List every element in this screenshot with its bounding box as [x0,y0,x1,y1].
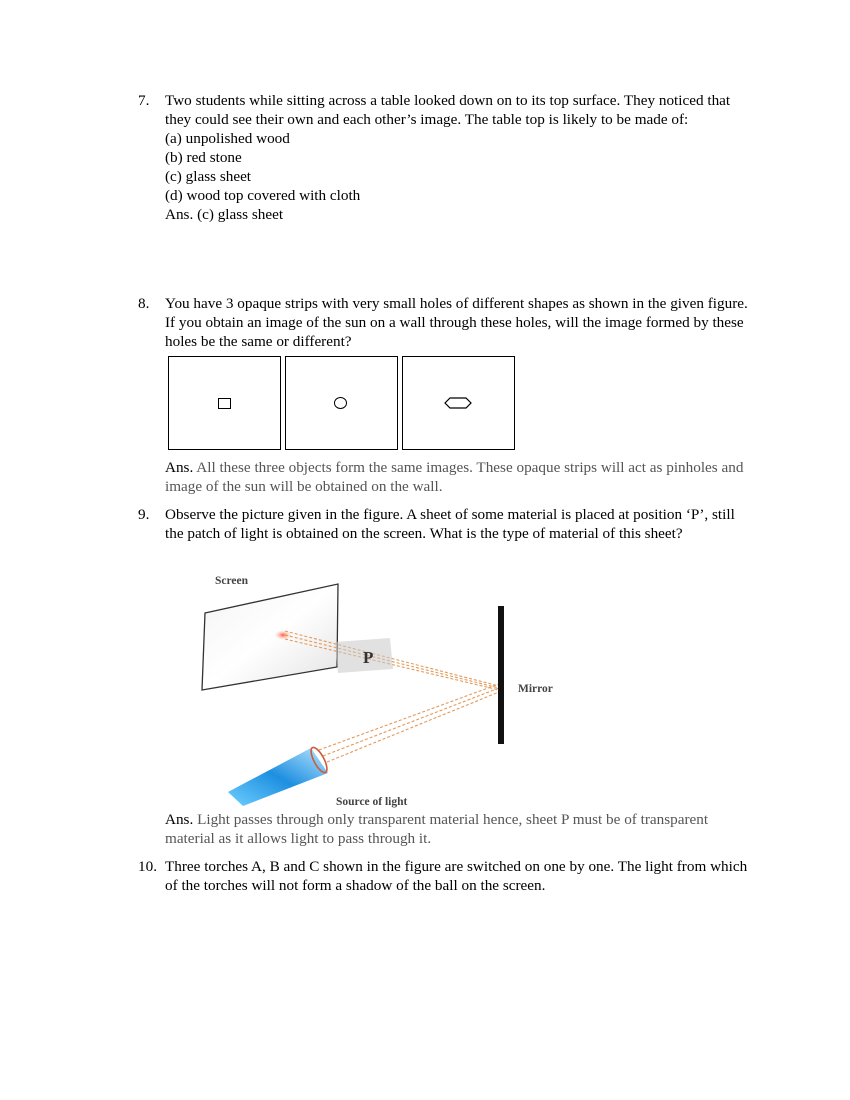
question-number: 10. [138,858,157,875]
source-label: Source of light [336,796,408,808]
light-beam-incident [319,684,499,762]
mirror-label: Mirror [518,683,553,695]
strip-hexagon-hole [402,356,515,450]
strip-square-hole [168,356,281,450]
mirror [498,606,504,744]
screen [202,584,338,690]
light-patch [274,630,292,640]
question-9-answer [138,810,750,848]
option-d: (d) wood top covered with cloth [165,187,361,204]
question-text: Observe the picture given in the figure. A sheet of some material is placed at position ‘P’, still the patch of light is obtained on the screen. What is the type of material of this sheet? [165,506,735,542]
question-text: You have 3 opaque strips with very small holes of different shapes as shown in the given figure. If you obtain an image of the sun on a wall through these holes, will the image formed by these holes be the same or different? [165,295,748,350]
strip-circle-hole [285,356,398,450]
question-8 [138,294,750,351]
circle-icon [334,397,347,409]
answer-label: Ans. [165,811,194,828]
option-a: (a) unpolished wood [165,130,290,147]
question-number: 8. [138,295,150,312]
square-icon [218,398,231,409]
screen-label: Screen [215,575,249,587]
hexagon-icon [444,396,474,410]
sheet-p-label: P [363,648,374,667]
answer-text: All these three objects form the same images. These opaque strips will act as pinholes and image of the sun will be obtained on the wall. [165,459,744,495]
answer: Ans. (c) glass sheet [165,206,284,223]
question-number: 9. [138,506,150,523]
option-b: (b) red stone [165,149,242,166]
answer [165,810,750,848]
answer-label: Ans. [165,459,194,476]
light-path-figure [195,570,575,810]
answer [165,458,750,496]
question-text: Two students while sitting across a table looked down on to its top surface. They noticed that they could see their own and each other’s image. The table top is likely to be made of: [165,92,731,128]
question-8-answer [138,458,750,496]
question-number: 7. [138,92,150,109]
torch-icon [228,748,328,806]
answer-text: Light passes through only transparent material hence, sheet P must be of transparent material as it allows light to pass through it. [165,811,709,847]
question-text: Three torches A, B and C shown in the figure are switched on one by one. The light from which of the torches will not form a shadow of the ball on the screen. [165,858,748,894]
question-9 [138,505,750,543]
question-10 [138,857,750,895]
option-c: (c) glass sheet [165,168,252,185]
question-7 [138,91,750,224]
